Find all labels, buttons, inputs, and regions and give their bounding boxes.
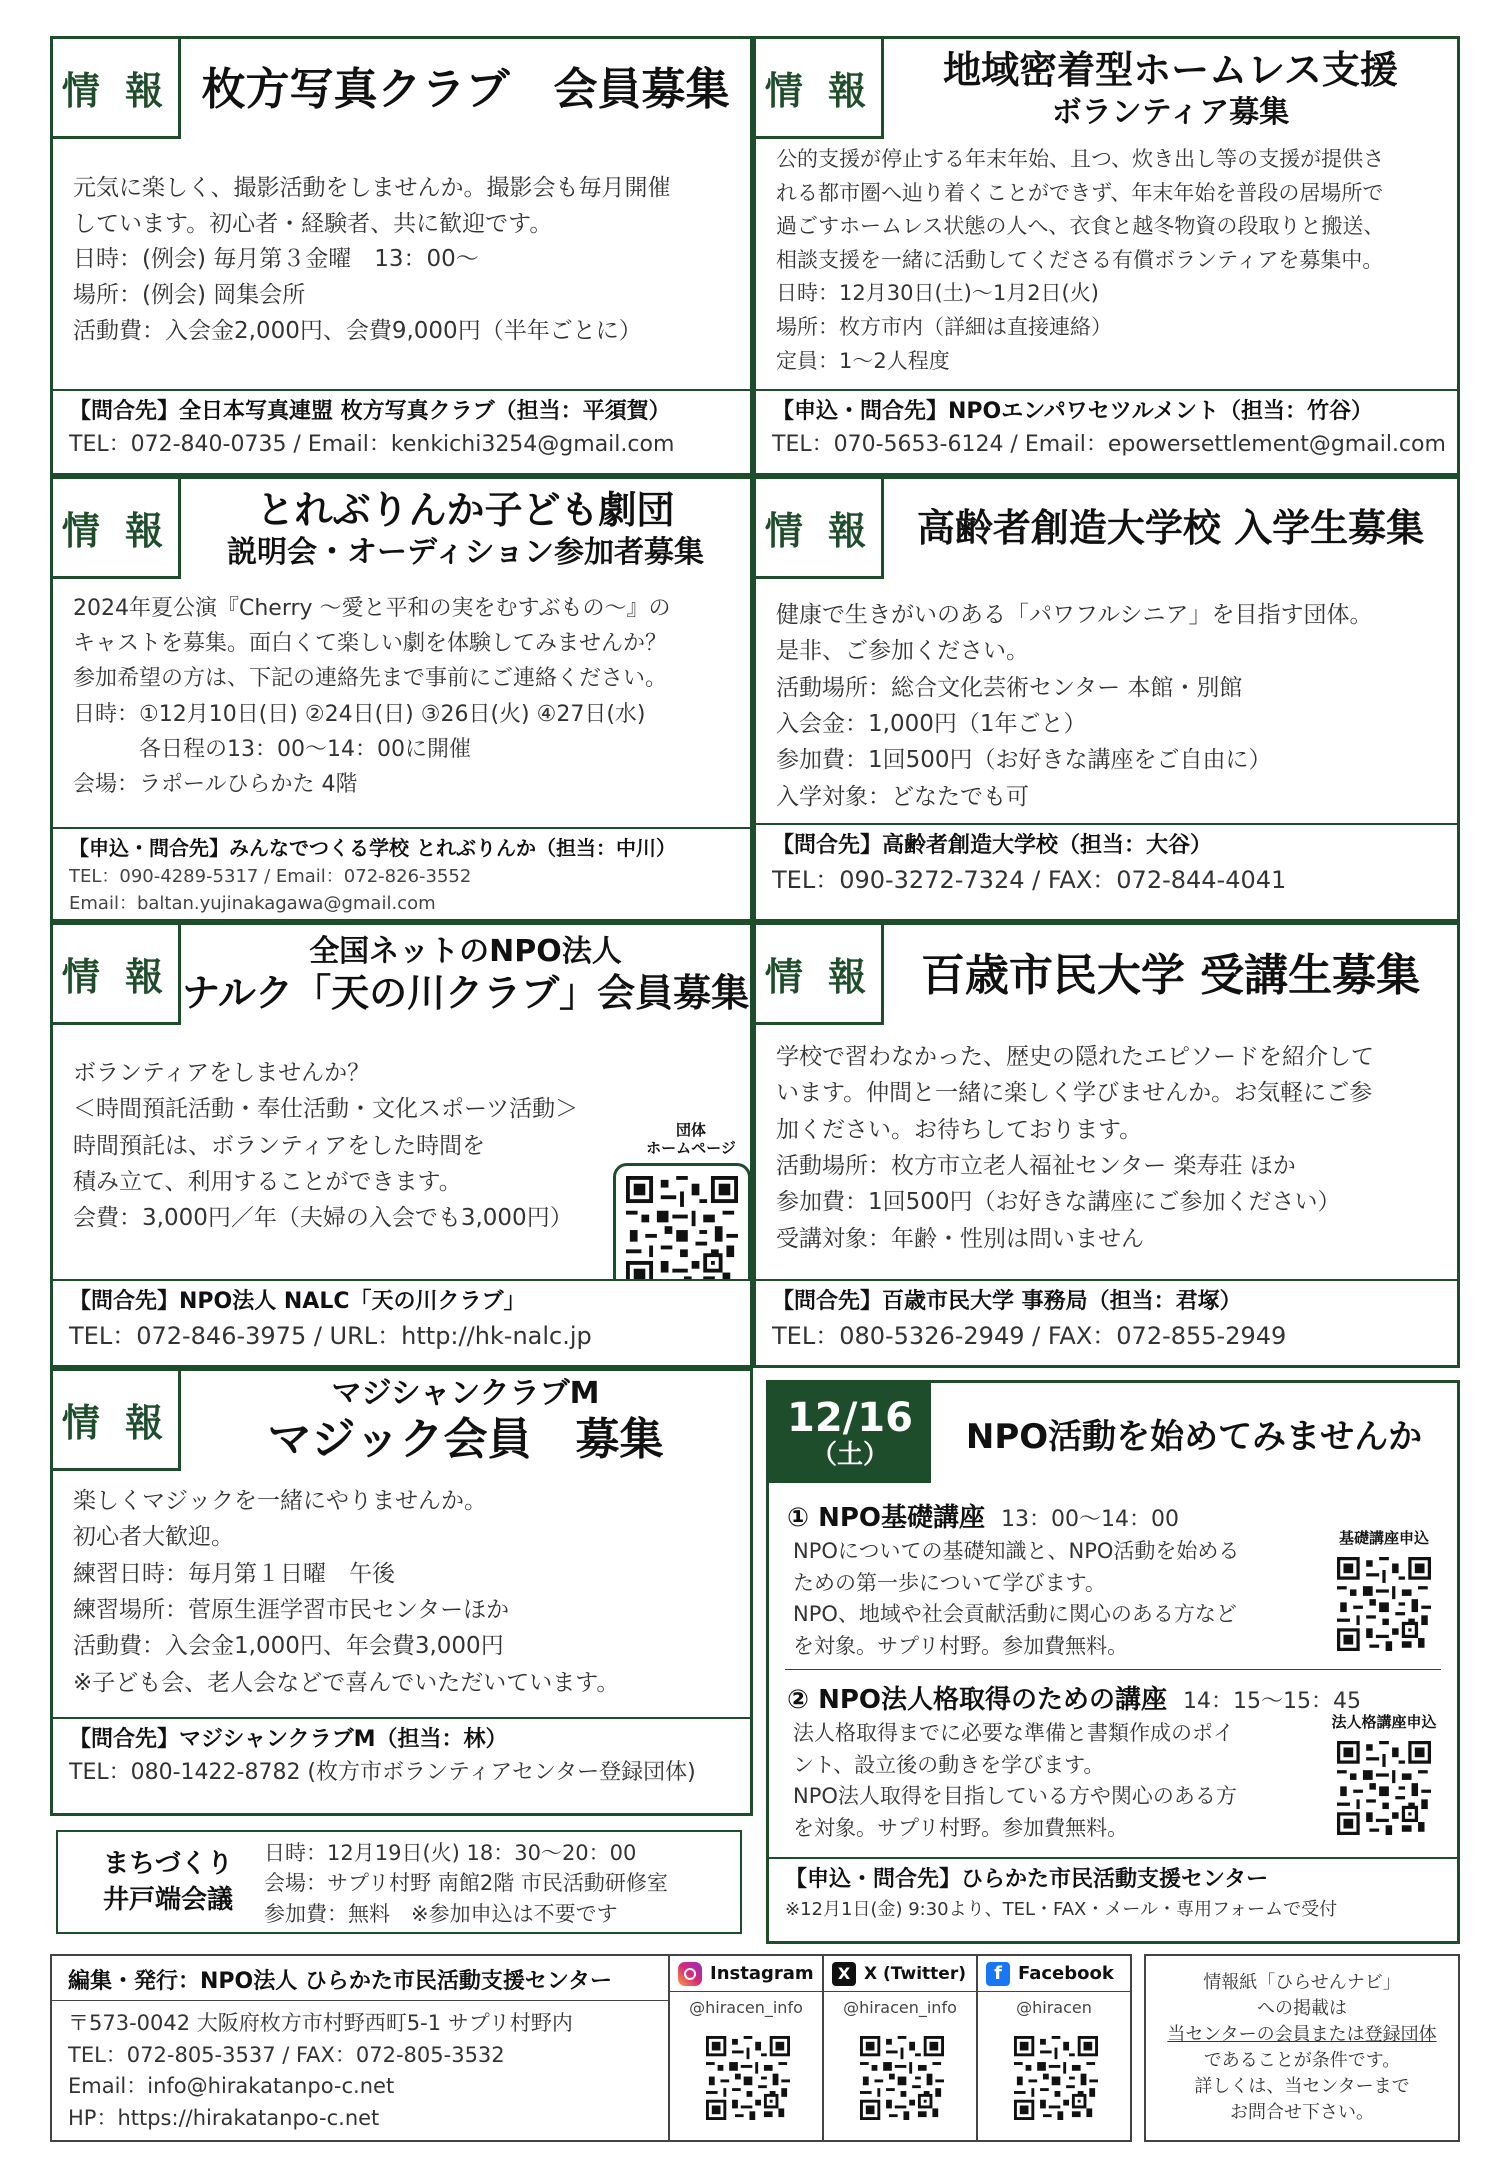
meeting-label: まちづくり 井戸端会議 bbox=[102, 1849, 233, 1916]
event-title: NPO活動を始めてみませんか bbox=[965, 1416, 1423, 1457]
panel-title: 枚方写真クラブ 会員募集 bbox=[201, 63, 730, 115]
facebook-icon: f bbox=[986, 1962, 1010, 1986]
qr-label: 団体 ホームページ bbox=[646, 1121, 736, 1157]
contact-block: 【問合先】百歳市民大学 事務局（担当：君塚） TEL：080-5326-2949 / FAX：072-855-2949 bbox=[756, 1279, 1457, 1365]
footer-phone[interactable]: TEL：072-805-3537 / FAX：072-805-3532 bbox=[68, 2042, 505, 2067]
footer-email[interactable]: Email：info@hirakatanpo-c.net bbox=[68, 2074, 395, 2098]
publisher-block: 編集・発行：NPO法人 ひらかた市民活動支援センター 〒573-0042 大阪府枚方市村野西町5-1 サプリ村野内 TEL：072-805-3537 / FAX：072-805-3532 Email：info@hirakatanpo-c.net HP：https://hirakatanpo-c.net bbox=[50, 1954, 670, 2142]
contact-detail[interactable]: TEL：080-1422-8782 (枚方市ボランティアセンター登録団体) bbox=[69, 1760, 696, 1785]
homeless-support-panel bbox=[753, 36, 1460, 476]
contact-block: 【申込・問合先】ひらかた市民活動支援センター ※12月1日(金) 9:30より、TEL・FAX・メール・専用フォームで受付 bbox=[769, 1857, 1457, 1941]
sns-instagram[interactable]: Instagram @hiracen_info bbox=[670, 1954, 824, 2142]
magic-club-panel bbox=[50, 1368, 753, 1816]
publisher-divider bbox=[52, 2000, 668, 2001]
panel-body: 公的支援が停止する年末年始、且つ、炊き出し等の支援が提供さ れる都市圏へ辿り着くことができず、年末年始を普段の居場所で 過ごすホームレス状態の人へ、衣食と越冬物資の段取りと搬送、 相談支援を一緒に活動してくださる有償ボランティアを募集中。 日時：12月30日(土)〜1月2日(火) 場所：枚方市内（詳細は直接連絡） 定員：1〜2人程度 bbox=[776, 147, 1385, 373]
meeting-details: 日時：12月19日(火) 18：30〜20：00 会場：サプリ村野 南館2階 市民活動研修室 参加費：無料 ※参加申込は不要です bbox=[264, 1841, 668, 1926]
sns-x[interactable]: X X (Twitter) @hiracen_info bbox=[824, 1954, 978, 2142]
citizen-university-panel bbox=[753, 922, 1460, 1368]
qr-label: 基礎講座申込 bbox=[1338, 1529, 1429, 1547]
photo-club-panel bbox=[50, 36, 753, 476]
contact-block: 【問合先】全日本写真連盟 枚方写真クラブ（担当：平須賀） TEL：072-840-0735 / Email：kenkichi3254@gmail.com bbox=[53, 389, 750, 473]
info-tag: 情 報 bbox=[756, 479, 884, 579]
info-tag: 情 報 bbox=[756, 39, 884, 139]
contact-block: 【申込・問合先】NPOエンパワセツルメント（担当：竹谷） TEL：070-5653-6124 / Email：epowersettlement@gmail.com bbox=[756, 389, 1457, 473]
contact-email[interactable]: Email：baltan.yujinakagawa@gmail.com bbox=[69, 893, 436, 914]
info-tag: 情 報 bbox=[53, 479, 181, 579]
seminar-2: ② NPO法人格取得のための講座 14：15〜15：45 法人格取得までに必要な準備と書類作成のポイ ント、設立後の動きを学びます。 NPO法人取得を目指している方や関心のある方 を対象。サプリ村野。参加費無料。 bbox=[787, 1685, 1361, 1840]
info-tag: 情 報 bbox=[53, 925, 181, 1025]
instagram-icon bbox=[678, 1962, 702, 1986]
info-tag: 情 報 bbox=[756, 925, 884, 1025]
panel-body: 楽しくマジックを一緒にやりませんか。 初心者大歓迎。 練習日時：毎月第１日曜 午後 練習場所：菅原生涯学習市民センターほか 活動費：入会金1,000円、年会費3,000円 ※子ども会、老人会などで喜んでいただいています。 bbox=[73, 1488, 620, 1696]
panel-body: 健康で生きがいのある「パワフルシニア」を目指す団体。 是非、ご参加ください。 活動場所：総合文化芸術センター 本館・別館 入会金：1,000円（1年ごと） 参加費：1回500円（お好きな講座をご自由に） 入学対象：どなたでも可 bbox=[776, 602, 1373, 810]
listing-notice: 情報紙「ひらせんナビ」 への掲載は 当センターの会員または登録団体 であることが条件です。 詳しくは、当センターまで お問合せ下さい。 bbox=[1144, 1954, 1460, 2142]
facebook-qr-icon[interactable] bbox=[1006, 2028, 1106, 2128]
panel-body: ボランティアをしませんか？ ＜時間預託活動・奉仕活動・文化スポーツ活動＞ 時間預託は、ボランティアをした時間を 積み立て、利用することができます。 会費：3,000円／年（夫婦の入会でも3,000円） bbox=[73, 1060, 579, 1232]
x-icon: X bbox=[832, 1962, 856, 1986]
panel-title: 地域密着型ホームレス支援 ボランティア募集 bbox=[943, 47, 1398, 130]
divider bbox=[785, 1669, 1441, 1670]
instagram-qr-icon[interactable] bbox=[698, 2028, 798, 2128]
contact-detail[interactable]: TEL：080-5326-2949 / FAX：072-855-2949 bbox=[772, 1322, 1287, 1350]
footer bbox=[50, 1954, 1460, 2144]
npo-event-panel bbox=[766, 1380, 1460, 1944]
panel-title: とれぶりんか子ども劇団 説明会・オーディション参加者募集 bbox=[227, 487, 704, 570]
panel-body: 元気に楽しく、撮影活動をしませんか。撮影会も毎月開催 しています。初心者・経験者、共に歓迎です。 日時：(例会) 毎月第３金曜 13：00〜 場所：(例会) 岡集会所 活動費：入会金2,000円、会費9,000円（半年ごとに） bbox=[73, 175, 671, 344]
contact-detail[interactable]: TEL：072-846-3975 / URL：http://hk-nalc.jp bbox=[69, 1322, 592, 1350]
panel-title: 百歳市民大学 受講生募集 bbox=[920, 949, 1421, 1001]
panel-body: 2024年夏公演『Cherry ～愛と平和の実をむすぶもの～』の キャストを募集。面白くて楽しい劇を体験してみませんか？ 参加希望の方は、下記の連絡先まで事前にご連絡ください。 日時：①12月10日(日) ②24日(日) ③26日(火) ④27日(水) 各日程の13：00〜14：00に開催 会場：ラポールひらかた 4階 bbox=[73, 596, 671, 797]
panel-title: 高齢者創造大学校 入学生募集 bbox=[916, 506, 1425, 551]
machizukuri-panel bbox=[56, 1830, 742, 1934]
x-qr-icon[interactable] bbox=[852, 2028, 952, 2128]
panel-body: 学校で習わなかった、歴史の隠れたエピソードを紹介して います。仲間と一緒に楽しく学びませんか。お気軽にご参 加ください。お待ちしております。 活動場所：枚方市立老人福祉センター 楽寿荘 ほか 参加費：1回500円（お好きな講座にご参加ください） 受講対象：年齢・性別は問いません bbox=[776, 1044, 1374, 1252]
corporate-course-qr-icon[interactable] bbox=[1329, 1733, 1439, 1843]
seminar-1: ① NPO基礎講座 13：00〜14：00 NPOについての基礎知識と、NPO活動を始める ための第一歩について学びます。 NPO、地域や社会貢献活動に関心のある方など を対象。サプリ村野。参加費無料。 bbox=[787, 1503, 1240, 1658]
contact-block: 【問合先】高齢者創造大学校（担当：大谷） TEL：090-3272-7324 / FAX：072-844-4041 bbox=[756, 823, 1457, 919]
contact-detail[interactable]: TEL：090-3272-7324 / FAX：072-844-4041 bbox=[772, 866, 1287, 894]
basic-course-qr-icon[interactable] bbox=[1329, 1549, 1439, 1659]
event-date: 12/16 （土） bbox=[769, 1383, 931, 1483]
contact-block: 【問合先】NPO法人 NALC「天の川クラブ」 TEL：072-846-3975 / URL：http://hk-nalc.jp bbox=[53, 1279, 750, 1365]
qr-label: 法人格講座申込 bbox=[1331, 1713, 1437, 1731]
contact-detail[interactable]: TEL：090-4289-5317 / Email：072-826-3552 bbox=[69, 866, 472, 887]
info-tag: 情 報 bbox=[53, 1371, 181, 1471]
contact-block: 【申込・問合先】みんなでつくる学校 とれぶりんか（担当：中川） TEL：090-4289-5317 / Email：072-826-3552 Email：baltan.yujinakagawa@gmail.com bbox=[53, 827, 750, 919]
info-tag: 情 報 bbox=[53, 39, 181, 139]
sns-facebook[interactable]: f Facebook @hiracen bbox=[978, 1954, 1132, 2142]
senior-college-panel bbox=[753, 476, 1460, 922]
footer-homepage[interactable]: HP：https://hirakatanpo-c.net bbox=[68, 2105, 380, 2130]
panel-title: マジシャンクラブM マジック会員 募集 bbox=[267, 1375, 664, 1466]
theater-panel bbox=[50, 476, 753, 922]
contact-detail[interactable]: TEL：070-5653-6124 / Email：epowersettlement@gmail.com bbox=[772, 432, 1446, 457]
nalc-panel bbox=[50, 922, 753, 1368]
contact-block: 【問合先】マジシャンクラブM（担当：林） TEL：080-1422-8782 (枚方市ボランティアセンター登録団体) bbox=[53, 1717, 750, 1813]
contact-detail[interactable]: TEL：072-840-0735 / Email：kenkichi3254@gmail.com bbox=[69, 432, 675, 457]
panel-title: 全国ネットのNPO法人 ナルク「天の川クラブ」会員募集 bbox=[181, 933, 750, 1015]
